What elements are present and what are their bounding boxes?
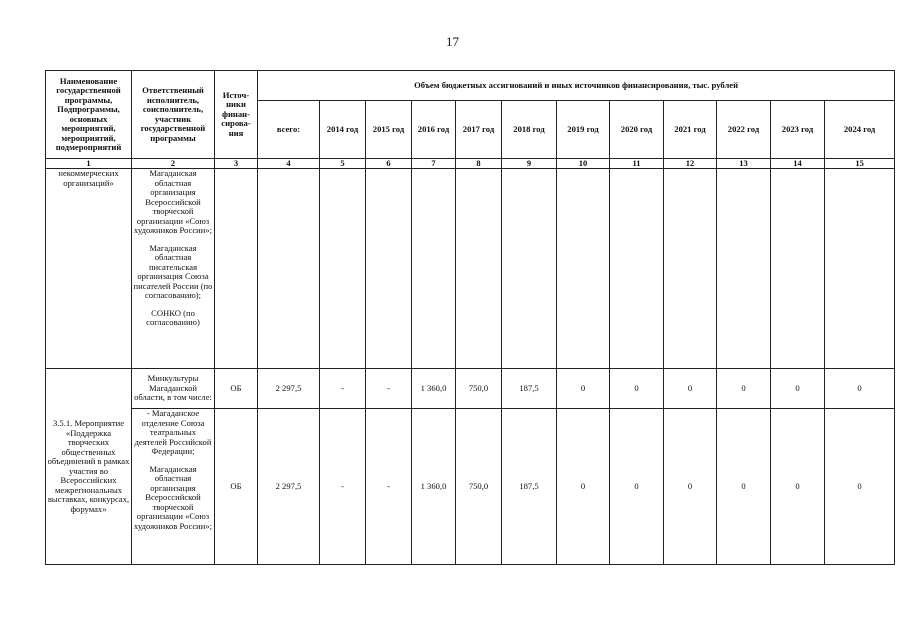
table-row (46, 169, 895, 369)
responsible-entry: СОНКО (по согласованию) (146, 307, 200, 327)
value-total: 2 297,5 (258, 369, 320, 409)
row-source: ОБ (215, 409, 258, 565)
value-cell: 1 360,0 (412, 369, 456, 409)
table-row (46, 409, 895, 565)
value-cell: - (366, 409, 412, 565)
row-responsible: Минкультуры Магаданской области, в том числе: (132, 369, 215, 409)
header-year: 2018 год (502, 101, 557, 159)
responsible-entry: Магаданская областная организация Всероссийской творческой организации «Союз художников России»; (133, 463, 213, 531)
header-year: 2016 год (412, 101, 456, 159)
header-year: 2020 год (610, 101, 664, 159)
value-cell: 0 (557, 409, 610, 565)
col-number: 12 (664, 159, 717, 169)
header-responsible: Ответственный исполнитель, соисполнитель, участник государственной программы (132, 71, 215, 159)
value-cell: - (366, 369, 412, 409)
col-number: 14 (771, 159, 825, 169)
value-cell: - (320, 409, 366, 565)
value-cell: 187,5 (502, 409, 557, 565)
col-number: 15 (825, 159, 895, 169)
row-responsible (132, 169, 215, 369)
header-financing-group: Объем бюджетных ассигнований и иных источников финансирования, тыс. рублей (258, 71, 895, 101)
value-cell: 750,0 (456, 409, 502, 565)
value-cell: 0 (717, 369, 771, 409)
col-number: 13 (717, 159, 771, 169)
header-total: всего: (258, 101, 320, 159)
col-number: 8 (456, 159, 502, 169)
value-cell: 0 (717, 409, 771, 565)
col-number: 7 (412, 159, 456, 169)
col-number: 3 (215, 159, 258, 169)
row-source: ОБ (215, 369, 258, 409)
value-total: 2 297,5 (258, 409, 320, 565)
column-numbers-row (46, 159, 895, 169)
page-number: 17 (446, 34, 459, 49)
col-number: 2 (132, 159, 215, 169)
header-year: 2023 год (771, 101, 825, 159)
header-year: 2022 год (717, 101, 771, 159)
value-cell: 0 (771, 369, 825, 409)
value-cell: 0 (557, 369, 610, 409)
value-cell: 0 (825, 369, 895, 409)
value-cell: 0 (664, 409, 717, 565)
table-row (46, 369, 895, 409)
value-cell: 0 (825, 409, 895, 565)
header-name: Наименование государственной программы, Подпрограммы, основных мероприятий, мероприятий, подмероприятий (46, 71, 132, 159)
budget-table (45, 70, 895, 565)
col-number: 1 (46, 159, 132, 169)
header-year: 2019 год (557, 101, 610, 159)
value-cell: 0 (771, 409, 825, 565)
header-year: 2024 год (825, 101, 895, 159)
responsible-entry: - Магаданское отделение Союза театральных деятелей Российской Федерации; (134, 408, 212, 456)
value-cell: 1 360,0 (412, 409, 456, 565)
col-number: 11 (610, 159, 664, 169)
header-year: 2014 год (320, 101, 366, 159)
responsible-entry: Магаданская областная писательская организация Союза писателей России (по согласованию); (133, 242, 213, 300)
header-source: Источ-ники финан-сирова-ния (215, 71, 258, 159)
header-year: 2017 год (456, 101, 502, 159)
value-cell: 750,0 (456, 369, 502, 409)
col-number: 9 (502, 159, 557, 169)
col-number: 5 (320, 159, 366, 169)
col-number: 6 (366, 159, 412, 169)
header-year: 2021 год (664, 101, 717, 159)
header-year: 2015 год (366, 101, 412, 159)
row-name: 3.5.1. Мероприятие «Поддержка творческих общественных объединений в рамках участия во Всероссийских межрегиональных выставках, конкурсах, форумах» (46, 369, 132, 565)
responsible-entry: Магаданская областная организация Всероссийской творческой организации «Союз художников России»; (133, 168, 213, 235)
value-cell: 187,5 (502, 369, 557, 409)
col-number: 4 (258, 159, 320, 169)
row-responsible (132, 409, 215, 565)
value-cell: 0 (664, 369, 717, 409)
value-cell: 0 (610, 369, 664, 409)
col-number: 10 (557, 159, 610, 169)
value-cell: 0 (610, 409, 664, 565)
row-name: некоммерческих организаций» (46, 169, 132, 369)
value-cell: - (320, 369, 366, 409)
